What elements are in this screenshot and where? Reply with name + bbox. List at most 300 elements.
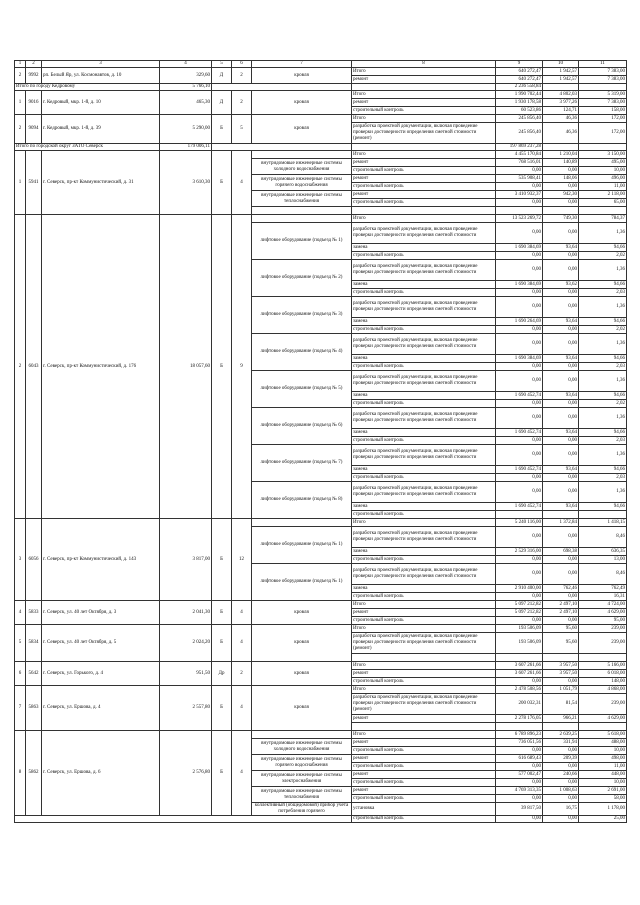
row-cost: 1 690 384,69 xyxy=(496,244,543,252)
house-class: Б xyxy=(212,731,232,816)
row-cost: 6 789 896,23 xyxy=(496,731,543,739)
house-class: Б xyxy=(212,625,232,662)
row-cost: 3 607 261,66 xyxy=(496,670,543,678)
row-label: разработка проектной документации, включая проведение проверки достоверности определения сметной стоимости (ремонт) xyxy=(352,633,496,654)
row-cost-per-m2: 0,00 xyxy=(543,474,579,482)
column-number-header: 7 xyxy=(252,61,352,68)
work-type: лифтовое оборудование (подъезд № 1) xyxy=(252,564,352,601)
row-limit: 94,66 xyxy=(579,318,627,326)
row-label: строительный контроль xyxy=(352,593,496,601)
house-class: Б xyxy=(212,151,232,215)
row-limit: 94,66 xyxy=(579,466,627,474)
house-area: 5 290,00 xyxy=(160,115,212,144)
row-number: 1 xyxy=(15,151,26,215)
row-limit xyxy=(579,723,627,731)
row-cost-per-m2: 93,64 xyxy=(543,503,579,511)
work-type: кровля xyxy=(252,91,352,115)
row-cost-per-m2: 46,36 xyxy=(543,123,579,144)
row-cost-per-m2: 3 957,50 xyxy=(543,670,579,678)
house-floors: 12 xyxy=(232,519,252,601)
empty-cell xyxy=(212,84,352,91)
house-code: 5642 xyxy=(26,662,42,686)
row-limit: 784,37 xyxy=(579,215,627,223)
house-code: 9094 xyxy=(26,115,42,144)
row-cost xyxy=(496,207,543,215)
row-limit: 2 691,00 xyxy=(579,787,627,795)
row-cost-per-m2: 0,00 xyxy=(543,617,579,625)
row-cost-per-m2: 93,64 xyxy=(543,244,579,252)
table-row xyxy=(15,115,627,123)
house-class: Б xyxy=(212,601,232,625)
row-cost-per-m2 xyxy=(543,207,579,215)
row-limit: 8,46 xyxy=(579,527,627,548)
total-area: 179 006,11 xyxy=(160,144,212,151)
row-limit: 1,36 xyxy=(579,371,627,392)
house-code: 6043 xyxy=(26,215,42,519)
column-number-header: 5 xyxy=(212,61,232,68)
row-limit: 2,02 xyxy=(579,252,627,260)
work-type: лифтовое оборудование (подъезд № 8) xyxy=(252,482,352,519)
row-cost-per-m2: 1 942,57 xyxy=(543,76,579,84)
row-cost: 2 278 176,05 xyxy=(496,715,543,723)
row-cost-per-m2: 0,00 xyxy=(543,400,579,408)
row-cost: 2 478 508,56 xyxy=(496,686,543,694)
row-cost-per-m2: 93,64 xyxy=(543,392,579,400)
row-cost-per-m2: 0,00 xyxy=(543,260,579,281)
work-type xyxy=(252,519,352,527)
row-label: Итого xyxy=(352,686,496,694)
house-address: г. Кедровый, мкр. 1-й, д. 10 xyxy=(42,91,160,115)
row-limit: 172,00 xyxy=(579,115,627,123)
row-cost-per-m2: 81,54 xyxy=(543,694,579,715)
house-area: 2 557,80 xyxy=(160,686,212,731)
row-limit: 5 319,00 xyxy=(579,91,627,99)
row-cost-per-m2: 240,66 xyxy=(543,771,579,779)
table-row xyxy=(15,686,627,694)
row-label: Итого xyxy=(352,662,496,670)
row-limit xyxy=(579,511,627,519)
row-cost: 0,00 xyxy=(496,289,543,297)
house-code: 5941 xyxy=(26,151,42,215)
work-type: лифтовое оборудование (подъезд № 6) xyxy=(252,408,352,445)
row-cost: 2 910 400,00 xyxy=(496,585,543,593)
work-type: лифтовое оборудование (подъезд № 2) xyxy=(252,260,352,297)
row-label: замена xyxy=(352,503,496,511)
row-label: строительный контроль xyxy=(352,617,496,625)
row-limit: 10,00 xyxy=(579,747,627,755)
row-limit: 16,31 xyxy=(579,593,627,601)
row-label: Итого xyxy=(352,151,496,159)
row-cost-per-m2: 1 372,84 xyxy=(543,519,579,527)
row-label: строительный контроль xyxy=(352,556,496,564)
row-label: замена xyxy=(352,244,496,252)
row-cost-per-m2: 0,00 xyxy=(543,593,579,601)
table-row xyxy=(15,91,627,99)
row-label: замена xyxy=(352,466,496,474)
row-cost: 5 097 212,82 xyxy=(496,601,543,609)
row-cost-per-m2: 0,00 xyxy=(543,795,579,803)
row-cost-per-m2: 0,00 xyxy=(543,252,579,260)
row-cost-per-m2: 1 942,57 xyxy=(543,68,579,76)
row-limit: 94,66 xyxy=(579,503,627,511)
row-cost xyxy=(496,511,543,519)
row-label: замена xyxy=(352,318,496,326)
house-address: г. Северск, пр-кт Коммунистический, д. 176 xyxy=(42,215,160,519)
row-cost-per-m2: 0,00 xyxy=(543,564,579,585)
row-cost: 535 908,41 xyxy=(496,175,543,183)
row-limit: 6 018,00 xyxy=(579,670,627,678)
row-cost: 0,00 xyxy=(496,617,543,625)
row-label: строительный контроль xyxy=(352,252,496,260)
row-label: Итого xyxy=(352,731,496,739)
row-label: замена xyxy=(352,429,496,437)
house-class: Б xyxy=(212,115,232,144)
row-cost: 0,00 xyxy=(496,437,543,445)
table-row xyxy=(15,816,627,823)
table-row xyxy=(15,601,627,609)
row-cost-per-m2 xyxy=(543,511,579,519)
row-cost: 1 690 452,74 xyxy=(496,429,543,437)
row-limit: 95,00 xyxy=(579,617,627,625)
row-label: разработка проектной документации, включая проведение проверки достоверности определения сметной стоимости xyxy=(352,334,496,355)
row-limit: 94,66 xyxy=(579,281,627,289)
row-label: Итого xyxy=(352,519,496,527)
row-cost-per-m2: 0,00 xyxy=(543,363,579,371)
row-limit: 25,00 xyxy=(579,816,627,823)
total-row xyxy=(15,84,627,91)
row-limit xyxy=(579,207,627,215)
row-cost: 4 769 313,35 xyxy=(496,787,543,795)
house-address: г. Северск, пр-кт Коммунистический, д. 143 xyxy=(42,519,160,601)
row-cost-per-m2: 0,00 xyxy=(543,223,579,244)
work-type: лифтовое оборудование (подъезд № 5) xyxy=(252,371,352,408)
row-cost: 3 410 932,37 xyxy=(496,191,543,199)
work-type: лифтовое оборудование (подъезд № 1) xyxy=(252,527,352,564)
row-cost: 245 856,40 xyxy=(496,115,543,123)
row-cost: 0,00 xyxy=(496,763,543,771)
work-type: кровля xyxy=(252,68,352,84)
row-number: 2 xyxy=(15,68,26,84)
row-cost-per-m2: 3 977,26 xyxy=(543,99,579,107)
row-label: строительный контроль xyxy=(352,289,496,297)
row-cost: 0,00 xyxy=(496,678,543,686)
row-cost-per-m2: 93,64 xyxy=(543,429,579,437)
row-cost: 0,00 xyxy=(496,564,543,585)
row-cost: 0,00 xyxy=(496,252,543,260)
row-limit: 448,00 xyxy=(579,771,627,779)
row-cost-per-m2: 698,38 xyxy=(543,548,579,556)
row-cost-per-m2: 93,62 xyxy=(543,281,579,289)
work-type: кровля xyxy=(252,686,352,731)
house-floors: 4 xyxy=(232,686,252,731)
row-cost: 0,00 xyxy=(496,527,543,548)
row-cost-per-m2: 749,30 xyxy=(543,215,579,223)
work-type: лифтовое оборудование (подъезд № 3) xyxy=(252,297,352,334)
row-limit: 11,00 xyxy=(579,183,627,191)
row-label: строительный контроль xyxy=(352,474,496,482)
row-cost: 193 506,09 xyxy=(496,633,543,654)
table-row xyxy=(15,625,627,633)
table-row xyxy=(15,731,627,739)
row-limit: 1,36 xyxy=(579,482,627,503)
row-number: 7 xyxy=(15,686,26,731)
row-limit: 2,02 xyxy=(579,400,627,408)
row-limit xyxy=(579,84,627,91)
row-limit xyxy=(579,654,627,662)
row-label: разработка проектной документации, включая проведение проверки достоверности определения сметной стоимости xyxy=(352,445,496,466)
row-label xyxy=(352,654,496,662)
row-label: ремонт xyxy=(352,159,496,167)
row-limit xyxy=(579,144,627,151)
house-address: г. Северск, ул. Горького, д. 4 xyxy=(42,662,160,686)
row-cost: 1 690 452,74 xyxy=(496,503,543,511)
row-limit: 1 418,15 xyxy=(579,519,627,527)
row-cost-per-m2: 0,00 xyxy=(543,371,579,392)
row-cost: 1 690 384,69 xyxy=(496,355,543,363)
row-cost: 0,00 xyxy=(496,400,543,408)
house-class: Б xyxy=(212,686,232,731)
row-limit: 94,66 xyxy=(579,355,627,363)
row-label: строительный контроль xyxy=(352,167,496,175)
row-cost-per-m2: 0,00 xyxy=(543,527,579,548)
row-label: строительный контроль xyxy=(352,326,496,334)
row-limit: 239,00 xyxy=(579,694,627,715)
row-limit: 11,00 xyxy=(579,763,627,771)
row-label: разработка проектной документации, включая проведение проверки достоверности определения сметной стоимости xyxy=(352,371,496,392)
row-cost: 2 236 558,84 xyxy=(496,84,543,91)
row-cost-per-m2 xyxy=(543,84,579,91)
row-cost: 3 607 261,66 xyxy=(496,662,543,670)
total-row xyxy=(15,144,627,151)
row-limit: 7 383,00 xyxy=(579,99,627,107)
row-limit: 1,36 xyxy=(579,408,627,429)
row-cost-per-m2: 0,00 xyxy=(543,167,579,175)
row-cost-per-m2: 0,00 xyxy=(543,779,579,787)
row-cost: 1 690 452,74 xyxy=(496,392,543,400)
row-cost: 640 272,47 xyxy=(496,68,543,76)
row-limit: 172,00 xyxy=(579,123,627,144)
row-limit: 5 166,00 xyxy=(579,662,627,670)
column-number-header: 9 xyxy=(496,61,543,68)
row-cost: 0,00 xyxy=(496,445,543,466)
house-code: 9992 xyxy=(26,68,42,84)
row-limit: 10,00 xyxy=(579,167,627,175)
work-type: внутридомовые инженерные системы горячего водоснабжения xyxy=(252,175,352,191)
house-area: 2 576,80 xyxy=(160,731,212,816)
row-limit: 5 618,00 xyxy=(579,731,627,739)
row-cost: 1 690 264,69 xyxy=(496,318,543,326)
row-limit: 4 629,00 xyxy=(579,715,627,723)
row-cost-per-m2: 0,00 xyxy=(543,556,579,564)
empty-cell xyxy=(15,816,352,823)
row-label: строительный контроль xyxy=(352,763,496,771)
house-code: 5863 xyxy=(26,686,42,731)
row-cost: 0,00 xyxy=(496,363,543,371)
row-cost-per-m2: 2 497,10 xyxy=(543,609,579,617)
row-label: ремонт xyxy=(352,739,496,747)
house-class: Б xyxy=(212,519,232,601)
row-label: ремонт xyxy=(352,755,496,763)
row-cost-per-m2: 93,64 xyxy=(543,318,579,326)
row-number: 3 xyxy=(15,519,26,601)
column-number-header: 6 xyxy=(232,61,252,68)
row-limit: 1,36 xyxy=(579,260,627,281)
row-cost: 0,00 xyxy=(496,183,543,191)
row-cost: 2 529 316,00 xyxy=(496,548,543,556)
row-limit: 4 724,00 xyxy=(579,601,627,609)
house-address: рп. Белый Яр, ул. Космонавтов, д. 10 xyxy=(42,68,160,84)
row-cost: 0,00 xyxy=(496,593,543,601)
house-address: г. Северск, ул. 40 лет Октября, д. 3 xyxy=(42,601,160,625)
row-cost-per-m2: 0,00 xyxy=(543,445,579,466)
row-label xyxy=(352,723,496,731)
house-code: 5834 xyxy=(26,625,42,662)
row-limit: 2,03 xyxy=(579,289,627,297)
row-number: 1 xyxy=(15,91,26,115)
house-floors: 4 xyxy=(232,625,252,662)
row-label: разработка проектной документации, включая проведение проверки достоверности определения сметной стоимости xyxy=(352,260,496,281)
row-label: строительный контроль xyxy=(352,437,496,445)
house-address: г. Северск, ул. 40 лет Октября, д. 5 xyxy=(42,625,160,662)
row-limit: 7 383,00 xyxy=(579,68,627,76)
row-cost-per-m2: 140,89 xyxy=(543,159,579,167)
work-type: внутридомовые инженерные системы холодного водоснабжения xyxy=(252,739,352,755)
row-cost: 0,00 xyxy=(496,408,543,429)
row-cost: 245 856,40 xyxy=(496,123,543,144)
house-class: Др xyxy=(212,662,232,686)
row-label: строительный контроль xyxy=(352,511,496,519)
row-limit: 94,66 xyxy=(579,429,627,437)
column-number-header: 2 xyxy=(26,61,42,68)
row-cost-per-m2: 1 210,04 xyxy=(543,151,579,159)
row-cost-per-m2: 0,00 xyxy=(543,678,579,686)
column-number-row xyxy=(15,61,627,68)
row-label: ремонт xyxy=(352,76,496,84)
row-cost-per-m2: 4 802,03 xyxy=(543,91,579,99)
row-label: ремонт xyxy=(352,670,496,678)
row-label: строительный контроль xyxy=(352,107,496,115)
row-label: разработка проектной документации, включая проведение проверки достоверности определения сметной стоимости xyxy=(352,223,496,244)
row-cost-per-m2: 762,46 xyxy=(543,585,579,593)
row-cost: 4 455 170,84 xyxy=(496,151,543,159)
row-label: Итого xyxy=(352,601,496,609)
row-cost: 0,00 xyxy=(496,260,543,281)
row-label xyxy=(352,84,496,91)
row-cost-per-m2: 0,00 xyxy=(543,816,579,823)
row-limit: 1,36 xyxy=(579,223,627,244)
house-class: Д xyxy=(212,91,232,115)
row-cost: 0,00 xyxy=(496,167,543,175)
row-label: замена xyxy=(352,548,496,556)
total-label: Итого по городу Кедровому xyxy=(15,84,160,91)
work-type: кровля xyxy=(252,115,352,144)
table-row xyxy=(15,662,627,670)
row-limit: 65,00 xyxy=(579,199,627,207)
row-label: установка xyxy=(352,803,496,816)
row-label: разработка проектной документации, включая проведение проверки достоверности определения сметной стоимости xyxy=(352,408,496,429)
row-limit: 496,00 xyxy=(579,175,627,183)
total-label: Итого по городской округ ЗАТО Северск xyxy=(15,144,160,151)
row-limit: 158,00 xyxy=(579,107,627,115)
row-number: 6 xyxy=(15,662,26,686)
row-cost-per-m2: 0,00 xyxy=(543,763,579,771)
row-cost-per-m2: 0,00 xyxy=(543,482,579,503)
row-limit: 1 178,00 xyxy=(579,803,627,816)
work-type: лифтовое оборудование (подъезд № 7) xyxy=(252,445,352,482)
house-floors: 4 xyxy=(232,731,252,816)
column-number-header: 1 xyxy=(15,61,26,68)
table-row xyxy=(15,519,627,527)
row-cost: 0,00 xyxy=(496,371,543,392)
house-area: 3 610,30 xyxy=(160,151,212,215)
row-label: Итого xyxy=(352,91,496,99)
house-code: 5833 xyxy=(26,601,42,625)
house-floors: 4 xyxy=(232,601,252,625)
row-cost-per-m2: 93,64 xyxy=(543,466,579,474)
row-label: ремонт xyxy=(352,771,496,779)
row-label: ремонт xyxy=(352,175,496,183)
row-number: 2 xyxy=(15,115,26,144)
house-floors: 2 xyxy=(232,68,252,84)
row-cost: 768 516,01 xyxy=(496,159,543,167)
row-cost-per-m2: 0,00 xyxy=(543,334,579,355)
row-label: строительный контроль xyxy=(352,363,496,371)
row-label: строительный контроль xyxy=(352,400,496,408)
row-number: 4 xyxy=(15,601,26,625)
row-label: строительный контроль xyxy=(352,816,496,823)
house-class: Б xyxy=(212,215,232,519)
row-cost: 736 051,56 xyxy=(496,739,543,747)
column-number-header: 4 xyxy=(160,61,212,68)
table-row xyxy=(15,68,627,76)
row-cost-per-m2: 0,00 xyxy=(543,183,579,191)
row-label: Итого xyxy=(352,215,496,223)
row-limit: 239,00 xyxy=(579,625,627,633)
row-label: строительный контроль xyxy=(352,183,496,191)
row-cost: 0,00 xyxy=(496,297,543,318)
row-limit: 2,03 xyxy=(579,437,627,445)
work-type: кровля xyxy=(252,601,352,625)
house-address: г. Кедровый, мкр. 1-й, д. 39 xyxy=(42,115,160,144)
row-cost: 0,00 xyxy=(496,326,543,334)
row-cost-per-m2: 966,21 xyxy=(543,715,579,723)
row-cost: 0,00 xyxy=(496,779,543,787)
row-cost-per-m2: 0,00 xyxy=(543,289,579,297)
row-label: Итого xyxy=(352,115,496,123)
row-cost: 0,00 xyxy=(496,816,543,823)
total-area: 5 766,10 xyxy=(160,84,212,91)
house-code: 5862 xyxy=(26,731,42,816)
row-cost-per-m2: 209,39 xyxy=(543,755,579,763)
row-cost-per-m2 xyxy=(543,144,579,151)
house-floors: 2 xyxy=(232,662,252,686)
row-label: замена xyxy=(352,355,496,363)
row-cost-per-m2: 93,64 xyxy=(543,355,579,363)
row-limit: 495,00 xyxy=(579,159,627,167)
row-cost-per-m2: 1 008,63 xyxy=(543,787,579,795)
table-row xyxy=(15,215,627,223)
row-cost-per-m2: 2 639,25 xyxy=(543,731,579,739)
row-cost-per-m2: 0,00 xyxy=(543,747,579,755)
work-type: лифтовое оборудование (подъезд № 1) xyxy=(252,223,352,260)
row-limit: 8,46 xyxy=(579,564,627,585)
row-limit: 498,00 xyxy=(579,755,627,763)
row-cost-per-m2: 46,36 xyxy=(543,115,579,123)
row-cost-per-m2: 16,75 xyxy=(543,803,579,816)
row-cost-per-m2 xyxy=(543,723,579,731)
row-limit: 2,03 xyxy=(579,474,627,482)
row-limit: 636,35 xyxy=(579,548,627,556)
